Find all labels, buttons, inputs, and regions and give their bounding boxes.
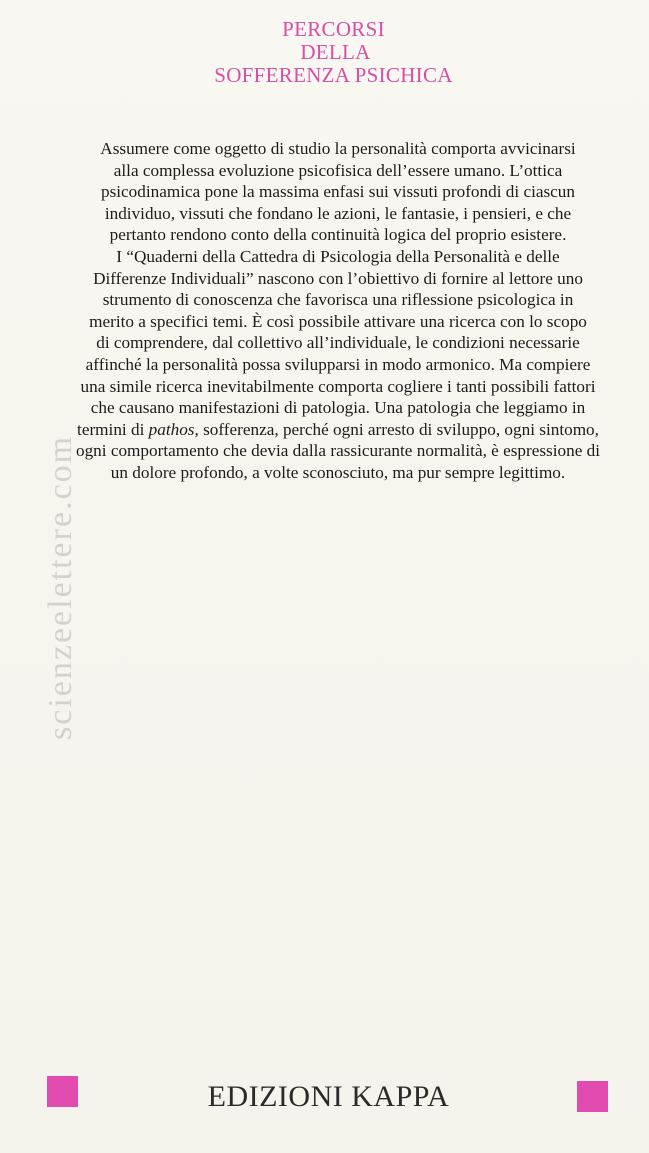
series-title (0, 18, 649, 87)
series-title-line-2: DELLA (300, 40, 371, 64)
description-line: strumento di conoscenza che favorisca una riflessione psicologica in (102, 290, 574, 310)
description-line: individuo, vissuti che fondano le azioni, le fantasie, i pensieri, e che (104, 203, 572, 223)
watermark-text: scienzeelettere.com (42, 434, 79, 740)
publisher-label: EDIZIONI KAPPA (207, 1080, 450, 1113)
description-line: che causano manifestazioni di patologia. Una patologia che leggiamo in (90, 398, 586, 418)
description-fragment: sofferenza, perché ogni arresto di sviluppo, ogni sintomo, (198, 419, 599, 439)
description-line: Differenze Individuali” nascono con l’obiettivo di fornire al lettore uno (93, 268, 583, 288)
description-line: psicodinamica pone la massima enfasi sui vissuti profondi di ciascun (101, 182, 575, 202)
description-line: di comprendere, dal collettivo all’individuale, le condizioni necessarie (96, 333, 580, 353)
description-line: pertanto rendono conto della continuità logica del proprio esistere. (109, 225, 567, 245)
description-line: I “Quaderni della Cattedra di Psicologia della Personalità e delle (116, 246, 560, 266)
description-line: merito a specifici temi. È così possibile attivare una ricerca con lo scopo (89, 311, 587, 331)
description-text (60, 138, 616, 484)
description-fragment: termini di (77, 419, 149, 439)
publisher-name (0, 1080, 649, 1114)
description-line: una simile ricerca inevitabilmente comporta cogliere i tanti possibili fattori (80, 376, 596, 396)
description-line: Assumere come oggetto di studio la personalità comporta avvicinarsi (100, 139, 576, 158)
description-line: un dolore profondo, a volte sconosciuto, ma pur sempre legittimo. (110, 462, 566, 482)
description-line: affinché la personalità possa svilupparsi in modo armonico. Ma compiere (85, 354, 591, 374)
decorative-square-right (577, 1081, 608, 1112)
description-line (60, 419, 616, 441)
description-line: alla complessa evoluzione psicofisica dell’essere umano. L’ottica (113, 160, 563, 180)
series-title-line-3: SOFFERENZA PSICHICA (214, 63, 453, 87)
series-title-line-1: PERCORSI (282, 17, 385, 41)
description-line: ogni comportamento che devia dalla rassicurante normalità, è espressione di (75, 441, 601, 461)
description-italic-word: pathos, (148, 419, 199, 439)
